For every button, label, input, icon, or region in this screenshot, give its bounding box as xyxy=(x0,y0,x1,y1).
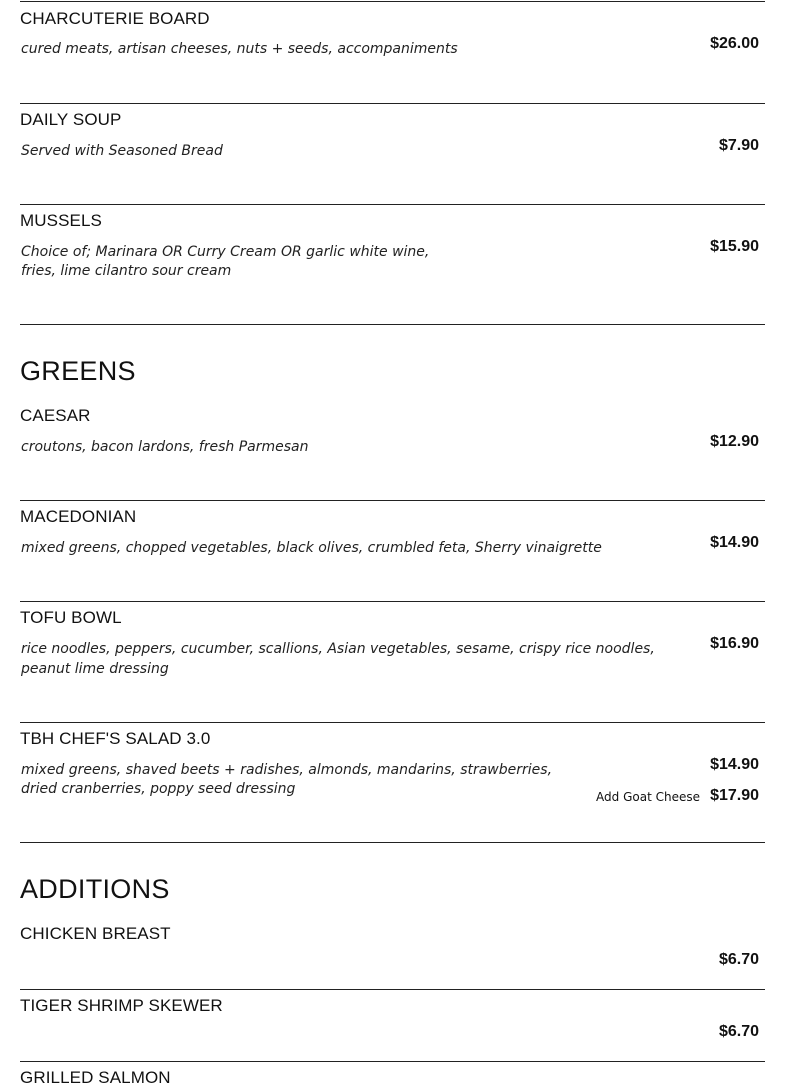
divider xyxy=(20,1,765,2)
item-description-line-1: Choice of; Marinara OR Curry Cream OR garlic white wine, xyxy=(21,244,430,260)
divider xyxy=(20,989,765,990)
item-price: $6.70 xyxy=(718,1023,759,1040)
item-name: TOFU BOWL xyxy=(20,608,122,627)
item-name: CHARCUTERIE BOARD xyxy=(20,9,210,28)
item-name: TBH CHEF'S SALAD 3.0 xyxy=(20,729,211,748)
item-price: $14.90 xyxy=(710,756,759,773)
divider xyxy=(20,722,765,723)
item-price: $16.90 xyxy=(710,635,759,652)
item-description-line-2: fries, lime cilantro sour cream xyxy=(21,263,232,279)
addon-price: $17.90 xyxy=(710,787,759,804)
item-description-line-1: mixed greens, shaved beets + radishes, almonds, mandarins, strawberries, xyxy=(21,762,553,778)
item-price: $15.90 xyxy=(710,238,759,255)
divider xyxy=(20,103,765,104)
item-price: $7.90 xyxy=(718,137,759,154)
addon-label: Add Goat Cheese xyxy=(596,790,700,804)
item-price: $12.90 xyxy=(710,433,759,450)
item-price: $6.70 xyxy=(718,951,759,968)
item-name: MACEDONIAN xyxy=(20,507,137,526)
item-name: GRILLED SALMON xyxy=(20,1068,171,1087)
section-title-greens: GREENS xyxy=(20,356,136,386)
item-price: $14.90 xyxy=(710,534,759,551)
item-price: $26.00 xyxy=(710,35,759,52)
item-description: cured meats, artisan cheeses, nuts + seeds, accompaniments xyxy=(21,41,458,57)
item-name: DAILY SOUP xyxy=(20,110,122,129)
divider xyxy=(20,1061,765,1062)
item-description-line-1: rice noodles, peppers, cucumber, scallions, Asian vegetables, sesame, crispy rice noodles, xyxy=(21,641,655,657)
divider xyxy=(20,500,765,501)
divider xyxy=(20,842,765,843)
item-name: MUSSELS xyxy=(20,211,102,230)
item-description: mixed greens, chopped vegetables, black olives, crumbled feta, Sherry vinaigrette xyxy=(21,540,602,556)
item-name: TIGER SHRIMP SKEWER xyxy=(20,996,223,1015)
divider xyxy=(20,204,765,205)
divider xyxy=(20,601,765,602)
item-description: Served with Seasoned Bread xyxy=(21,143,223,159)
item-description: croutons, bacon lardons, fresh Parmesan xyxy=(21,439,309,455)
section-title-additions: ADDITIONS xyxy=(20,874,170,904)
item-name: CAESAR xyxy=(20,406,91,425)
item-description-line-2: peanut lime dressing xyxy=(21,661,169,677)
item-name: CHICKEN BREAST xyxy=(20,924,171,943)
divider xyxy=(20,324,765,325)
item-description-line-2: dried cranberries, poppy seed dressing xyxy=(21,781,296,797)
